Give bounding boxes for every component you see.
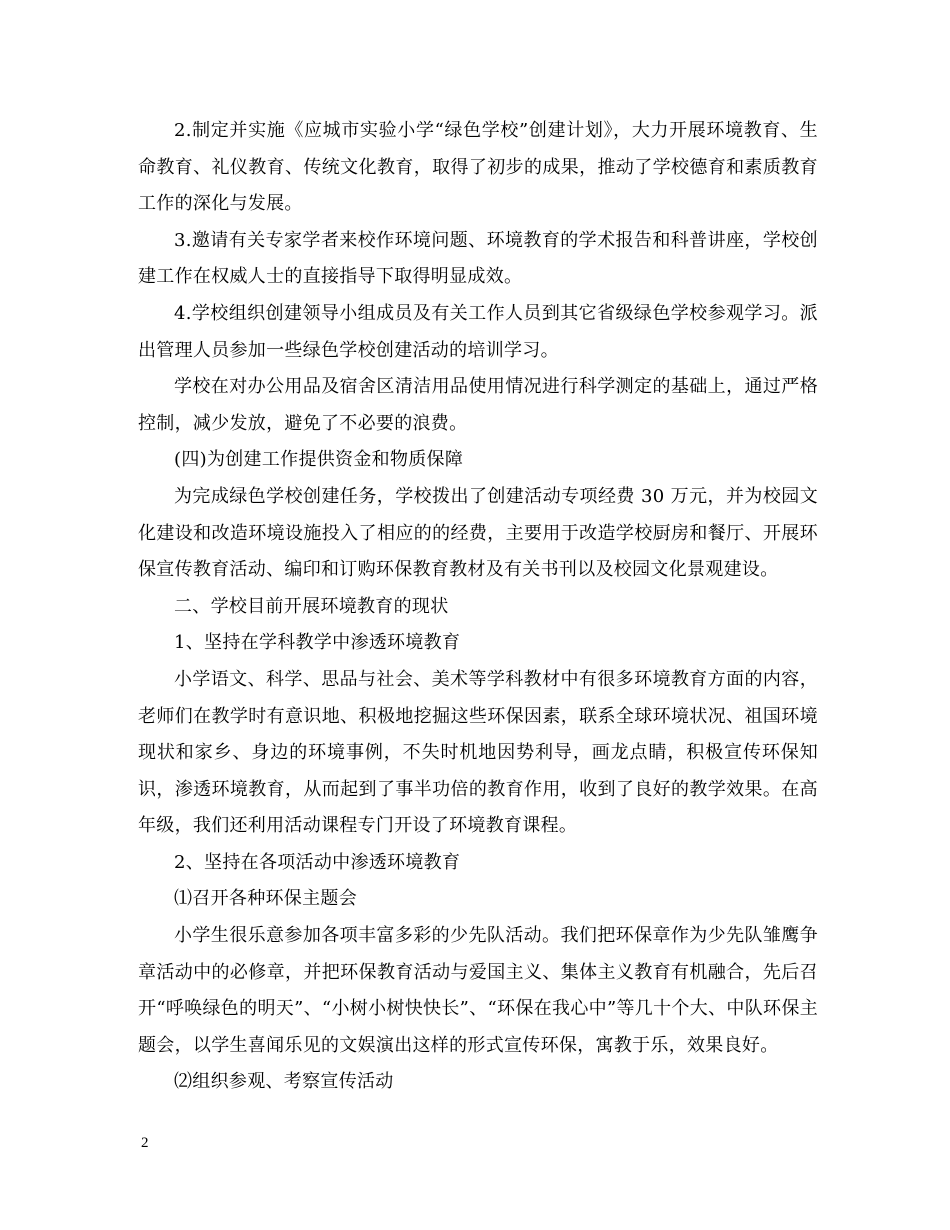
- paragraph: 小学生很乐意参加各项丰富多彩的少先队活动。我们把环保章作为少先队雏鹰争章活动中的必修章，并把环保教育活动与爱国主义、集体主义教育有机融合，先后召开“呼唤绿色的明天”、“小树小树快快长”、“环保在我心中”等几十个大、中队环保主题会，以学生喜闻乐见的文娱演出这样的形式宣传环保，寓教于乐，效果良好。: [138, 925, 818, 1056]
- subsection-heading: 2、坚持在各项活动中渗透环境教育: [174, 851, 461, 873]
- paragraph: 小学语文、科学、思品与社会、美术等学科教材中有很多环境教育方面的内容，老师们在教学时有意识地、积极地挖掘这些环保因素，联系全球环境状况、祖国环境现状和家乡、身边的环境事例，不失时机地因势利导，画龙点睛，积极宣传环保知识，渗透环境教育，从而起到了事半功倍的教育作用，收到了良好的教学效果。在高年级，我们还利用活动课程专门开设了环境教育课程。: [138, 668, 818, 837]
- paragraph: 为完成绿色学校创建任务，学校拨出了创建活动专项经费 30 万元，并为校园文化建设和改造环境设施投入了相应的的经费，主要用于改造学校厨房和餐厅、开展环保宣传教育活动、编印和订购环保教育教材及有关书刊以及校园文化景观建设。: [138, 485, 818, 581]
- document-body: [138, 113, 818, 1101]
- paragraph: 3.邀请有关专家学者来校作环境问题、环境教育的学术报告和科普讲座，学校创建工作在权威人士的直接指导下取得明显成效。: [138, 229, 818, 288]
- item-heading: ⑵组织参观、考察宣传活动: [174, 1071, 394, 1093]
- section-heading: 二、学校目前开展环境教育的现状: [174, 595, 449, 617]
- page-number: 2: [141, 1135, 149, 1151]
- paragraph: 学校在对办公用品及宿舍区清洁用品使用情况进行科学测定的基础上，通过严格控制，减少发放，避免了不必要的浪费。: [138, 376, 818, 434]
- paragraph: 2.制定并实施《应城市实验小学“绿色学校”创建计划》，大力开展环境教育、生命教育、礼仪教育、传统文化教育，取得了初步的成果，推动了学校德育和素质教育工作的深化与发展。: [138, 120, 818, 215]
- subsection-heading: 1、坚持在学科教学中渗透环境教育: [174, 632, 461, 654]
- section-heading: (四)为创建工作提供资金和物质保障: [174, 449, 464, 471]
- paragraph: 4.学校组织创建领导小组成员及有关工作人员到其它省级绿色学校参观学习。派出管理人员参加一些绿色学校创建活动的培训学习。: [138, 302, 818, 361]
- item-heading: ⑴召开各种环保主题会: [174, 888, 357, 910]
